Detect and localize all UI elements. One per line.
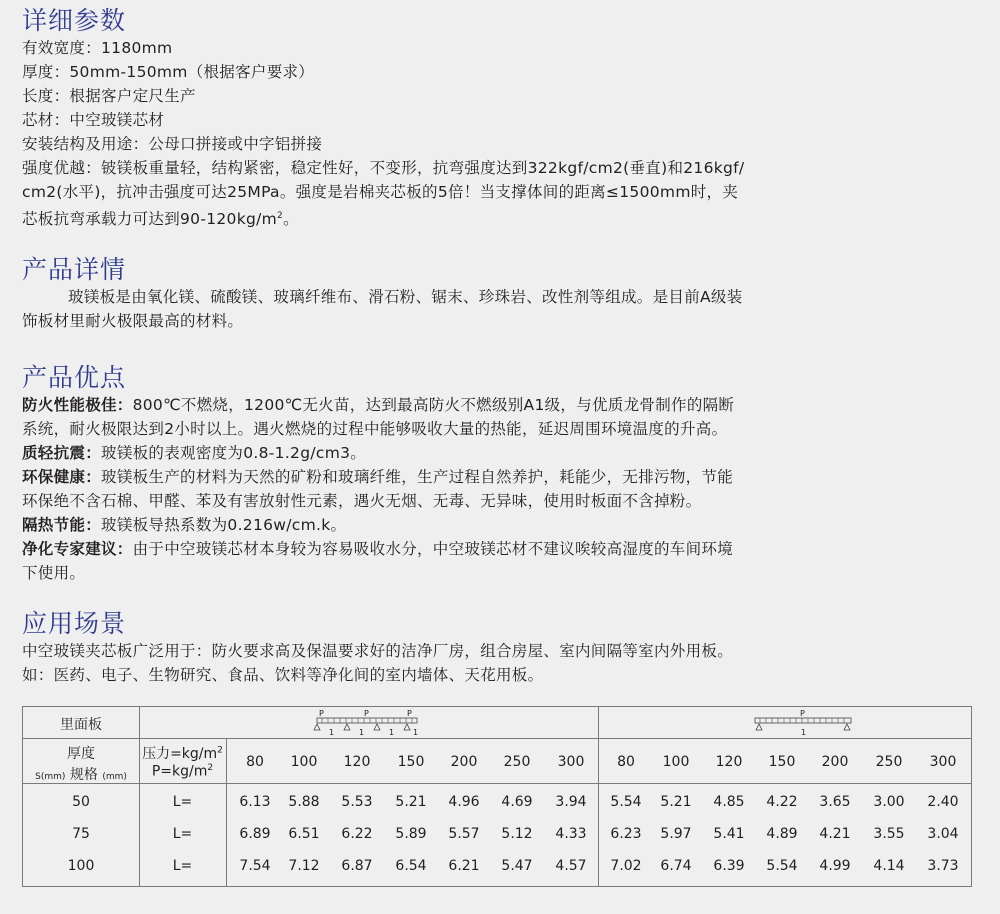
table-cell: 6.74 [660, 858, 692, 874]
section-applications [22, 609, 733, 687]
table-cell: 2.40 [927, 794, 959, 810]
diagram-p-label: P [364, 709, 369, 718]
diagram-l-label: 1 [413, 728, 419, 737]
paragraph-line: 中空玻镁夹芯板广泛用于：防火要求高及保温要求好的洁净厂房，组合房屋、室内间隔等室内外用板。 [22, 642, 734, 660]
pressure-value: 80 [617, 754, 635, 770]
advantage-label: 防火性能极佳： [22, 396, 133, 414]
advantage-item [22, 441, 734, 465]
advantage-label: 净化专家建议： [22, 540, 133, 558]
advantage-item [22, 465, 734, 489]
pressure-value: 250 [875, 754, 903, 770]
pressure-header: 压力$=kg/m^2$ $P=kg/m^2$ [142, 745, 223, 780]
diagram-l-label: 1 [329, 728, 335, 737]
table-cell: 4.33 [555, 826, 587, 842]
paragraph-line: 玻镁板是由氧化镁、硫酸镁、玻璃纤维布、滑石粉、锯末、珍珠岩、改性剂等组成。是目前A级装 [68, 288, 743, 306]
advantage-text: 由于中空玻镁芯材本身较为容易吸收水分，中空玻镁芯材不建议唉较高湿度的车间环境 [132, 540, 734, 558]
table-cell: 6.54 [395, 858, 427, 874]
table-cell: 7.02 [610, 858, 642, 874]
table-cell: 5.53 [341, 794, 373, 810]
advantage-text: 800℃不燃烧，1200℃无火苗，达到最高防火不燃级别A1级，与优质龙骨制作的隔断 [132, 396, 735, 414]
header-label: 里面板 [60, 717, 102, 733]
table-cell: 6.39 [713, 858, 745, 874]
param-line: 厚度：50mm-150mm（根据客户要求） [22, 63, 315, 81]
table-cell: 3.04 [927, 826, 959, 842]
param-line: 安装结构及用途：公母口拼接或中字铝拼接 [22, 135, 323, 153]
diagram-p-label: P [407, 709, 412, 718]
diagram-l-label: 1 [389, 728, 395, 737]
p-label: P=kg/m [151, 763, 208, 780]
section-title: 详细参数 [22, 6, 127, 35]
table-cell: 7.12 [288, 858, 320, 874]
param-text: 芯板抗弯承载力可达到90-120kg/m [22, 210, 278, 229]
table-cell: 3.00 [873, 794, 905, 810]
pressure-value: 300 [929, 754, 957, 770]
s-unit: S(mm) [35, 772, 66, 782]
pressure-value: 120 [343, 754, 371, 770]
table-cell: 5.21 [660, 794, 692, 810]
table-cell: 6.89 [239, 826, 271, 842]
advantage-item [22, 537, 734, 561]
table-cell: 5.54 [766, 858, 798, 874]
section-title: 应用场景 [22, 609, 127, 638]
table-cell: 7.54 [239, 858, 271, 874]
table-cell: 5.97 [660, 826, 692, 842]
table-cell: 6.22 [341, 826, 373, 842]
pressure-value: 250 [503, 754, 531, 770]
superscript: 2 [277, 211, 284, 221]
pressure-value: 200 [450, 754, 478, 770]
table-cell: 5.12 [501, 826, 533, 842]
load-diagram-single-span [743, 709, 863, 737]
table-cell: 3.94 [555, 794, 587, 810]
table-divider [23, 783, 971, 784]
pressure-value: 100 [662, 754, 690, 770]
advantage-item [22, 513, 734, 537]
section-title: 产品详情 [22, 255, 127, 284]
param-line [22, 204, 744, 231]
length-label: L= [172, 858, 193, 874]
spec-unit: (mm) [102, 772, 127, 782]
table-cell: 3.55 [873, 826, 905, 842]
pressure-value: 300 [557, 754, 585, 770]
diagram-p-label: P [800, 709, 805, 718]
table-cell: 4.22 [766, 794, 798, 810]
param-text: 。 [283, 210, 299, 229]
thickness-value: 100 [67, 858, 95, 874]
pressure-value: 150 [397, 754, 425, 770]
length-label: L= [172, 794, 193, 810]
param-line: 有效宽度：1180mm [22, 39, 173, 57]
advantage-text: 环保绝不含石棉、甲醛、苯及有害放射性元素，遇火无烟、无毒、无异味，使用时板面不含掉粉。 [22, 492, 702, 510]
table-cell: 6.87 [341, 858, 373, 874]
load-table [22, 706, 972, 887]
advantage-text: 玻镁板导热系数为0.216w/cm.k。 [101, 516, 347, 534]
section-detail-params [22, 6, 744, 231]
table-cell: 6.51 [288, 826, 320, 842]
table-cell: 4.57 [555, 858, 587, 874]
pressure-value: 80 [246, 754, 264, 770]
param-line: cm2(水平)，抗冲击强度可达25MPa。强度是岩棉夹芯板的5倍！当支撑体间的距离≤1500mm时，夹 [22, 183, 739, 201]
table-divider [23, 738, 971, 739]
advantage-item [22, 393, 734, 417]
diagram-l-label: 1 [801, 728, 807, 737]
table-cell: 6.21 [448, 858, 480, 874]
section-product-advantages [22, 363, 734, 585]
table-cell: 4.96 [448, 794, 480, 810]
advantage-label: 隔热节能： [22, 516, 102, 534]
advantage-text: 玻镁板生产的材料为天然的矿粉和玻璃纤维，生产过程自然养护，耗能少，无排污物，节能 [101, 468, 734, 486]
diagram-p-label: P [319, 709, 324, 718]
thickness-label: 厚度 [67, 746, 95, 762]
table-cell: 4.21 [819, 826, 851, 842]
pressure-value: 200 [821, 754, 849, 770]
load-diagram-multi-span [307, 709, 437, 737]
pressure-value: 100 [290, 754, 318, 770]
table-cell: 3.65 [819, 794, 851, 810]
advantage-text: 玻镁板的表观密度为0.8-1.2g/cm3。 [101, 444, 367, 462]
table-cell: 3.73 [927, 858, 959, 874]
table-cell: 5.21 [395, 794, 427, 810]
diagram-l-label: 1 [359, 728, 365, 737]
table-cell: 5.47 [501, 858, 533, 874]
advantage-text: 下使用。 [22, 564, 86, 582]
table-cell: 5.89 [395, 826, 427, 842]
param-line: 强度优越：铍镁板重量轻，结构紧密，稳定性好，不变形，抗弯强度达到322kgf/cm2(垂直)和216kgf/ [22, 159, 745, 177]
table-cell: 5.88 [288, 794, 320, 810]
thickness-header [23, 743, 139, 784]
table-cell: 6.13 [239, 794, 271, 810]
pressure-value: 150 [768, 754, 796, 770]
table-cell: 4.89 [766, 826, 798, 842]
section-product-detail [22, 255, 743, 333]
table-cell: 4.85 [713, 794, 745, 810]
advantage-label: 环保健康： [22, 468, 102, 486]
param-line: 长度：根据客户定尺生产 [22, 87, 196, 105]
table-cell: 4.99 [819, 858, 851, 874]
pressure-value: 120 [715, 754, 743, 770]
table-cell: 5.41 [713, 826, 745, 842]
section-title: 产品优点 [22, 363, 127, 392]
paragraph-line: 饰板材里耐火极限最高的材料。 [22, 312, 244, 330]
advantage-label: 质轻抗震： [22, 444, 102, 462]
param-line: 芯材：中空玻镁芯材 [22, 111, 165, 129]
table-cell: 5.57 [448, 826, 480, 842]
paragraph-line: 如：医药、电子、生物研究、食品、饮料等净化间的室内墙体、天花用板。 [22, 666, 544, 684]
spec-label: 规格 [69, 767, 98, 783]
table-cell: 6.23 [610, 826, 642, 842]
table-cell: 4.69 [501, 794, 533, 810]
length-label: L= [172, 826, 193, 842]
advantage-text: 系统，耐火极限达到2小时以上。遇火燃烧的过程中能够吸收大量的热能，延迟周围环境温度的升高。 [22, 420, 728, 438]
thickness-value: 75 [72, 826, 90, 842]
pressure-label: 压力=kg/m [142, 746, 218, 762]
thickness-value: 50 [72, 794, 90, 810]
table-cell: 5.54 [610, 794, 642, 810]
table-cell: 4.14 [873, 858, 905, 874]
